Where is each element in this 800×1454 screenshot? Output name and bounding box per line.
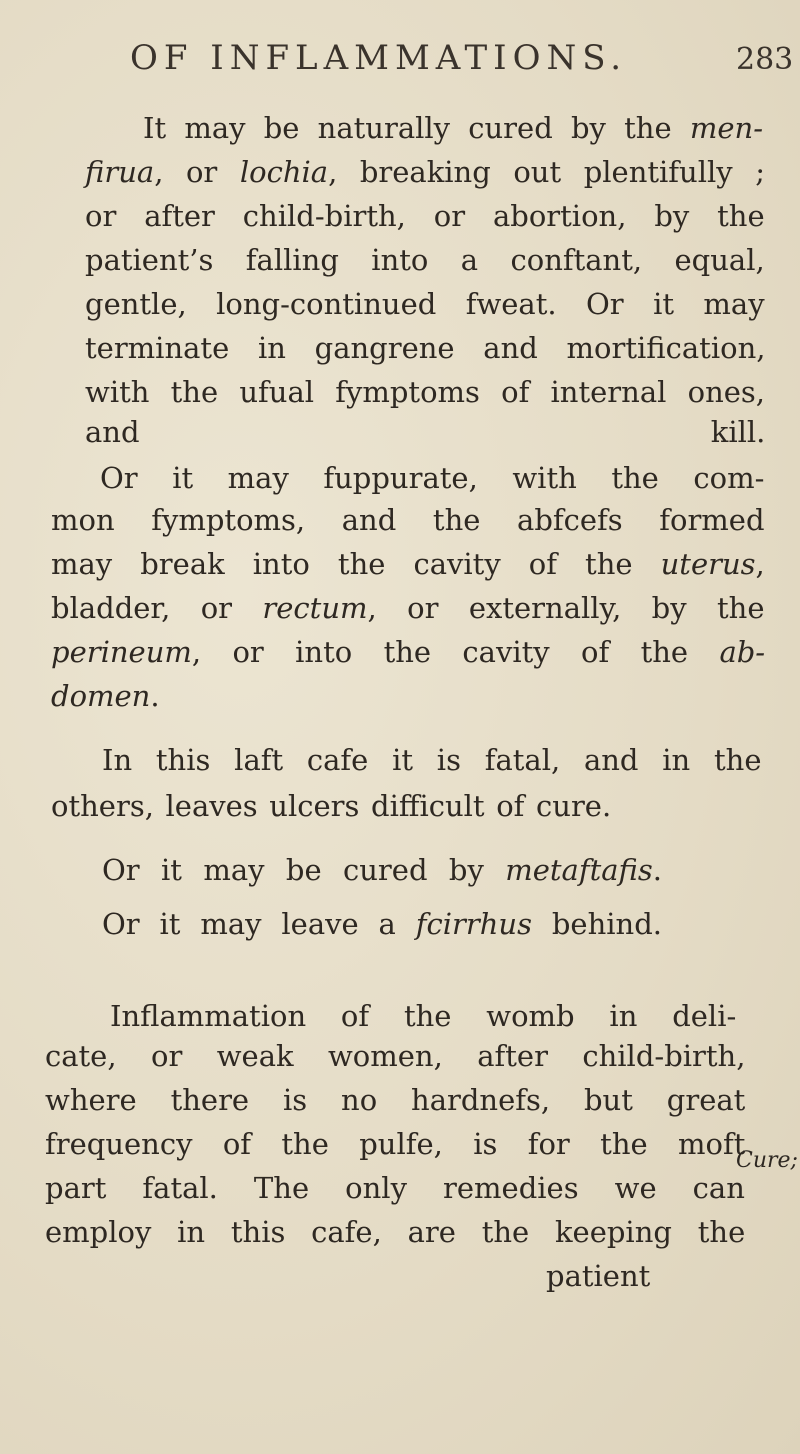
text-line	[110, 996, 736, 1036]
text-run: gentle, long-continued fweat. Or it may	[85, 287, 765, 321]
text-run: may break into the cavity of the	[51, 547, 661, 581]
text-run: others, leaves ulcers difficult of cure.	[51, 789, 612, 823]
text-run: mon fymptoms, and the abfcefs formed	[51, 503, 765, 537]
text-run: bladder, or	[51, 591, 263, 625]
text-run: , or externally, by the	[367, 591, 765, 625]
margin-note: Cure;	[736, 1148, 798, 1173]
text-line	[85, 152, 765, 192]
text-line	[100, 458, 764, 498]
text-run: It may be naturally cured by the	[143, 111, 690, 145]
italic-term: domen	[51, 679, 151, 713]
text-line	[51, 500, 765, 540]
text-line	[85, 328, 765, 368]
text-line	[85, 372, 765, 412]
text-run: patient’s falling into a conftant, equal,	[85, 243, 765, 277]
text-line	[85, 412, 765, 452]
text-line	[102, 740, 762, 780]
italic-term: perineum	[51, 635, 192, 669]
text-run: and kill.	[85, 415, 766, 449]
text-run: behind.	[531, 907, 662, 941]
text-line	[51, 786, 611, 826]
text-line	[85, 196, 765, 236]
italic-term: lochia	[239, 155, 329, 189]
text-run: Or it may fuppurate, with the com-	[100, 461, 765, 495]
italic-term: uterus	[660, 547, 756, 581]
text-line	[546, 1256, 650, 1296]
italic-term: metaftafis	[505, 853, 653, 887]
text-run: Or it may leave a	[102, 907, 416, 941]
text-run: where there is no hardnefs, but great	[45, 1083, 746, 1117]
text-run: frequency of the pulfe, is for the moft	[45, 1127, 746, 1161]
text-line	[143, 108, 763, 148]
text-run: , or	[154, 155, 240, 189]
italic-term: ab-	[719, 635, 766, 669]
italic-term: men-	[689, 111, 764, 145]
text-run: , breaking out plentifully ;	[328, 155, 765, 189]
text-line	[45, 1212, 745, 1252]
text-line	[51, 588, 765, 628]
text-line	[45, 1124, 745, 1164]
text-run: ,	[755, 547, 765, 581]
text-line	[51, 544, 765, 584]
page-number: 283	[736, 42, 794, 77]
text-line	[85, 240, 765, 280]
text-run: patient	[546, 1259, 651, 1293]
text-run: .	[150, 679, 160, 713]
text-run: In this laft cafe it is fatal, and in the	[102, 743, 762, 777]
text-run: , or into the cavity of the	[191, 635, 720, 669]
text-line	[85, 284, 765, 324]
text-run: part fatal. The only remedies we can	[45, 1171, 745, 1205]
text-line	[45, 1168, 745, 1208]
text-line	[102, 904, 662, 944]
text-run: Or it may be cured by	[102, 853, 506, 887]
text-run: or after child-birth, or abortion, by the	[85, 199, 765, 233]
text-line	[51, 632, 765, 672]
text-run: employ in this cafe, are the keeping the	[45, 1215, 746, 1249]
italic-term: firua	[85, 155, 155, 189]
italic-term: fcirrhus	[415, 907, 532, 941]
text-run: Inflammation of the womb in deli-	[110, 999, 737, 1033]
text-line	[51, 676, 160, 716]
text-line	[45, 1036, 745, 1076]
text-line	[45, 1080, 745, 1120]
text-run: with the ufual fymptoms of internal ones,	[85, 375, 766, 409]
text-run: terminate in gangrene and mortification,	[85, 331, 766, 365]
text-line	[102, 850, 662, 890]
running-title: OF INFLAMMATIONS.	[130, 38, 628, 78]
italic-term: rectum	[262, 591, 368, 625]
text-run: cate, or weak women, after child-birth,	[45, 1039, 746, 1073]
text-run: .	[652, 853, 662, 887]
